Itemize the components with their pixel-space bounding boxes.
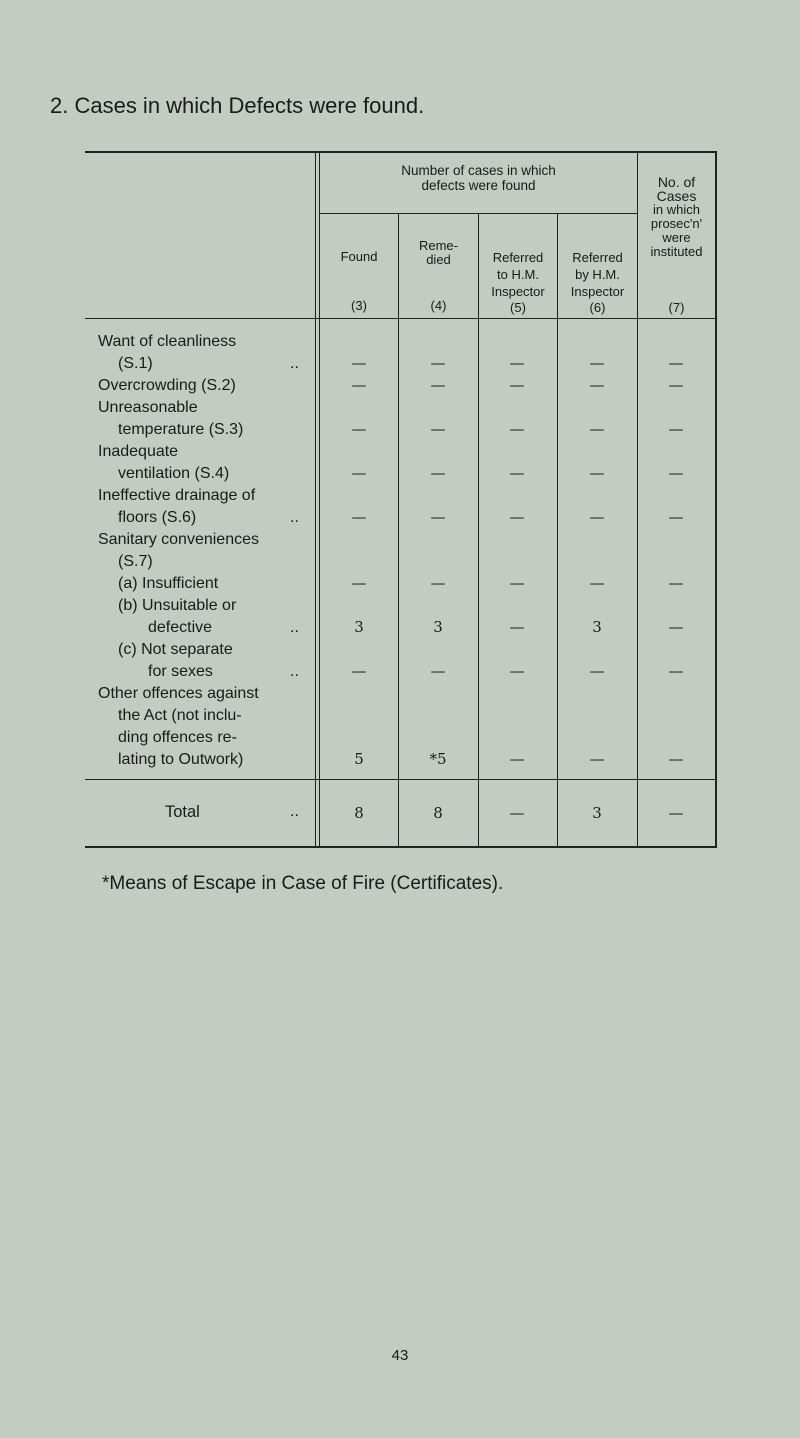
- table-cell: —: [430, 508, 446, 526]
- page-heading: 2. Cases in which Defects were found.: [50, 93, 425, 118]
- table-cell: —: [589, 354, 605, 372]
- group-header-rule: [320, 213, 637, 214]
- table-cell: 3: [354, 618, 364, 636]
- row-label: Other offences against: [98, 685, 259, 702]
- table-cell: —: [589, 464, 605, 482]
- row-label: defective: [148, 619, 213, 636]
- table-cell: —: [668, 662, 684, 680]
- table-cell: —: [351, 464, 367, 482]
- table-cell: —: [351, 376, 367, 394]
- table-cell: —: [509, 464, 525, 482]
- col-header-referred-by: Referred by H.M. Inspector: [570, 250, 625, 299]
- row-label: (b) Unsuitable or: [118, 597, 237, 614]
- col-number-7: (7): [668, 300, 685, 315]
- table-cell: —: [509, 662, 525, 680]
- total-rule: [85, 779, 717, 780]
- table-cell: —: [509, 508, 525, 526]
- table-cell: —: [351, 508, 367, 526]
- row-label: Want of cleanliness: [98, 333, 237, 350]
- table-cell: —: [351, 662, 367, 680]
- table-cell: —: [668, 750, 684, 768]
- header-rule: [85, 318, 717, 319]
- total-cell: 8: [354, 804, 364, 822]
- table-cell: —: [509, 354, 525, 372]
- table-cell: —: [509, 376, 525, 394]
- defects-table: [85, 151, 717, 848]
- col-number-4: (4): [430, 298, 447, 313]
- row-label: for sexes: [148, 663, 213, 680]
- table-cell: —: [668, 376, 684, 394]
- table-cell: —: [430, 574, 446, 592]
- leader-dots: ..: [290, 663, 299, 680]
- table-cell: —: [668, 464, 684, 482]
- table-cell: —: [351, 420, 367, 438]
- table-cell: 5: [354, 750, 364, 768]
- leader-dots: ..: [290, 619, 299, 636]
- table-cell: —: [589, 662, 605, 680]
- table-cell: —: [430, 354, 446, 372]
- row-label: the Act (not inclu-: [118, 707, 242, 724]
- table-cell: —: [589, 420, 605, 438]
- table-cell: —: [430, 662, 446, 680]
- table-cell: —: [668, 354, 684, 372]
- leader-dots: ..: [290, 355, 299, 372]
- table-cell: —: [668, 508, 684, 526]
- row-label: (S.7): [118, 553, 153, 570]
- table-cell: —: [351, 574, 367, 592]
- row-label: Ineffective drainage of: [98, 487, 256, 504]
- col-header-found: Found: [340, 249, 378, 264]
- row-label: Unreasonable: [98, 399, 198, 416]
- col-number-3: (3): [351, 298, 367, 313]
- row-label: Overcrowding (S.2): [98, 377, 236, 394]
- table-cell: —: [430, 420, 446, 438]
- table-cell: *5: [429, 750, 447, 768]
- row-label: (S.1): [118, 355, 153, 372]
- footnote: *Means of Escape in Case of Fire (Certificates).: [102, 873, 504, 894]
- table-cell: —: [589, 750, 605, 768]
- table-cell: —: [589, 508, 605, 526]
- leader-dots: ..: [290, 803, 299, 820]
- row-label: Sanitary conveniences: [98, 531, 259, 548]
- row-label: Inadequate: [98, 443, 179, 460]
- table-cell: 3: [433, 618, 443, 636]
- table-cell: —: [430, 376, 446, 394]
- prosecutions-header: No. of Cases in which prosec'n' were instituted: [650, 174, 703, 259]
- table-cell: —: [430, 464, 446, 482]
- total-cell: —: [509, 804, 525, 822]
- table-cell: 3: [592, 618, 602, 636]
- total-label: Total: [165, 803, 200, 821]
- total-cell: 3: [592, 804, 602, 822]
- row-label: ding offences re-: [118, 729, 237, 746]
- row-label: (a) Insufficient: [118, 575, 219, 592]
- page-number: 43: [391, 1347, 409, 1364]
- table-cell: —: [509, 420, 525, 438]
- row-label: lating to Outwork): [118, 751, 244, 768]
- table-cell: —: [589, 376, 605, 394]
- table-cell: —: [509, 618, 525, 636]
- col-number-5: (5): [510, 300, 526, 315]
- table-cell: —: [668, 574, 684, 592]
- table-cell: —: [351, 354, 367, 372]
- row-label: floors (S.6): [118, 509, 197, 526]
- table-cell: —: [668, 618, 684, 636]
- table-cell: —: [509, 574, 525, 592]
- total-cell: 8: [433, 804, 443, 822]
- leader-dots: ..: [290, 509, 299, 526]
- row-label: temperature (S.3): [118, 421, 244, 438]
- table-cell: —: [589, 574, 605, 592]
- table-cell: —: [668, 420, 684, 438]
- col-number-6: (6): [589, 300, 606, 315]
- col-divider: [315, 153, 316, 846]
- total-cell: —: [668, 804, 684, 822]
- group-header: Number of cases in which defects were found: [401, 163, 556, 193]
- col-header-remedied: Reme- died: [418, 238, 458, 267]
- col-header-referred-to: Referred to H.M. Inspector: [491, 250, 545, 299]
- row-label: ventilation (S.4): [118, 465, 230, 482]
- table-right-border: [715, 153, 717, 846]
- table-cell: —: [509, 750, 525, 768]
- row-label: (c) Not separate: [118, 641, 233, 658]
